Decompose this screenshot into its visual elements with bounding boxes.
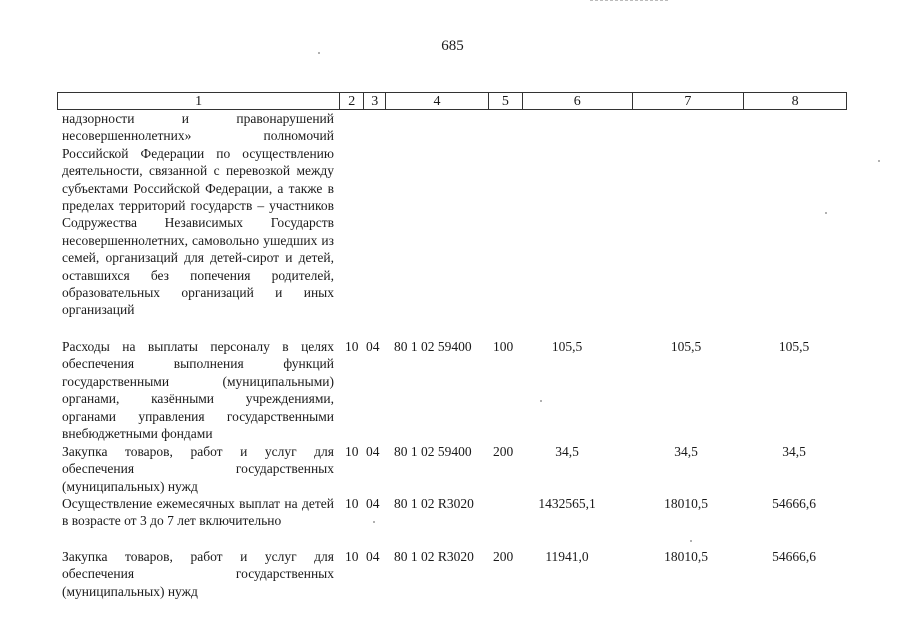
row-section: 10 — [345, 339, 359, 354]
column-header-3: 3 — [364, 93, 386, 109]
row-subsection: 04 — [366, 496, 380, 511]
row-value-col6: 34,5 — [555, 444, 579, 459]
scan-edge-line — [590, 0, 668, 1]
scan-speck — [540, 400, 542, 402]
column-header-7: 7 — [633, 93, 745, 109]
row-value-col7: 18010,5 — [664, 549, 708, 564]
row-section: 10 — [345, 496, 359, 511]
row-description: Осуществление ежемесячных выплат на детей в возрасте от 3 до 7 лет включительно — [62, 496, 334, 529]
row-value-col8: 54666,6 — [772, 496, 816, 511]
row-description: Расходы на выплаты персоналу в целях обеспечения выполнения функций государственными (муниципальными) органами, казёнными учреждениями, органами управления государственными внебюджетными фондами — [62, 339, 334, 442]
column-header-8: 8 — [791, 94, 799, 109]
scan-speck — [825, 212, 827, 214]
row-subsection: 04 — [366, 339, 380, 354]
row-description: надзорности и правонарушений несовершеннолетних» полномочий Российской Федерации по осуществлению деятельности, связанной с перевозкой между субъектами Российской Федерации, а также в пределах территорий государств – участников Содружества Независимых Государств несовершеннолетних, самовольно ушедших из семей, организаций для детей-сирот и детей, оставшихся без попечения родителей, образовательных организаций и иных организаций — [62, 111, 334, 318]
row-expense-type: 200 — [493, 444, 514, 459]
row-expense-type: 200 — [493, 549, 514, 564]
row-target-code: 80 1 02 R3020 — [394, 496, 474, 511]
row-value-col6: 11941,0 — [545, 549, 589, 564]
row-subsection: 04 — [366, 549, 380, 564]
row-description: Закупка товаров, работ и услуг для обеспечения государственных (муниципальных) нужд — [62, 444, 334, 494]
column-header-4: 4 — [386, 93, 489, 109]
row-description: Закупка товаров, работ и услуг для обеспечения государственных (муниципальных) нужд — [62, 549, 334, 599]
row-value-col8: 105,5 — [778, 339, 810, 354]
row-target-code: 80 1 02 59400 — [394, 339, 472, 354]
row-value-col8: 34,5 — [782, 444, 806, 459]
row-value-col6: 1432565,1 — [538, 496, 596, 511]
row-target-code: 80 1 02 R3020 — [394, 549, 474, 564]
row-section: 10 — [345, 549, 359, 564]
row-value-col7: 18010,5 — [664, 496, 708, 511]
row-subsection: 04 — [366, 444, 380, 459]
row-target-code: 80 1 02 59400 — [394, 444, 472, 459]
row-value-col8: 54666,6 — [772, 549, 816, 564]
scan-speck — [690, 540, 692, 542]
column-header-2: 2 — [340, 93, 364, 109]
row-value-col7: 34,5 — [674, 444, 698, 459]
scan-speck — [318, 52, 320, 54]
scan-speck — [373, 521, 375, 523]
page-number: 685 — [441, 38, 464, 54]
row-value-col6: 105,5 — [551, 339, 583, 354]
column-header-1: 1 — [58, 93, 340, 109]
table-header-row — [57, 92, 847, 110]
row-section: 10 — [345, 444, 359, 459]
column-header-5: 5 — [489, 93, 523, 109]
scan-speck — [878, 160, 880, 162]
row-expense-type: 100 — [493, 339, 514, 354]
column-header-6: 6 — [523, 93, 633, 109]
row-value-col7: 105,5 — [670, 339, 702, 354]
